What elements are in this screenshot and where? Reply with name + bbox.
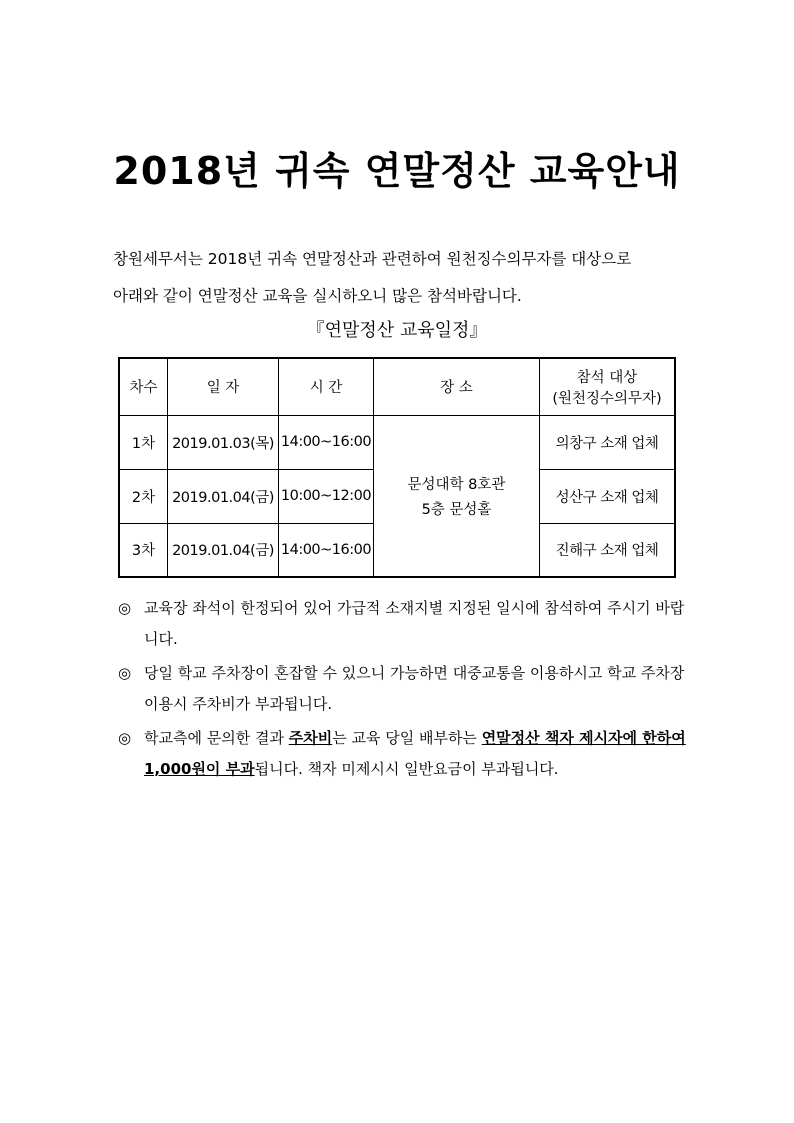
table-row xyxy=(119,415,675,469)
intro-line-1: 창원세무서는 2018년 귀속 연말정산과 관련하여 원천징수의무자를 대상으로 xyxy=(113,250,632,268)
cell-round: 1차 xyxy=(119,415,168,469)
page-title: 2018년 귀속 연말정산 교육안내 xyxy=(113,149,681,193)
cell-date: 2019.01.04(금) xyxy=(168,523,279,577)
header-target-line-1: 참석 대상 xyxy=(576,369,638,386)
note-item xyxy=(118,723,688,785)
schedule-table xyxy=(118,357,676,578)
note-item xyxy=(118,658,688,720)
cell-target: 성산구 소재 업체 xyxy=(540,469,676,523)
double-circle-icon: ◎ xyxy=(118,729,132,747)
header-target-line-2: (원천징수의무자) xyxy=(552,390,662,407)
cell-time: 14:00~16:00 xyxy=(279,415,374,469)
schedule-title: 『연말정산 교육일정』 xyxy=(306,320,488,341)
note-emphasis: 연말정산 책자 제시자에 한하여 xyxy=(481,729,686,747)
note-text: 당일 학교 주차장이 혼잡할 수 있으니 가능하면 대중교통을 이용하시고 학교 주차장 이용시 주차비가 부과됩니다. xyxy=(144,664,685,713)
cell-time: 14:00~16:00 xyxy=(279,523,374,577)
place-line-2: 5층 문성홀 xyxy=(421,501,492,518)
intro-line-2: 아래와 같이 연말정산 교육을 실시하오니 많은 참석바랍니다. xyxy=(113,287,522,305)
note-text xyxy=(144,723,688,785)
note-emphasis: 1,000원이 부과 xyxy=(144,760,255,778)
note-text-part: 됩니다. 책자 미제시시 일반요금이 부과됩니다. xyxy=(254,760,559,778)
cell-round: 3차 xyxy=(119,523,168,577)
double-circle-icon: ◎ xyxy=(118,664,132,682)
header-time: 시 간 xyxy=(279,358,374,415)
cell-place xyxy=(374,415,540,577)
note-text: 교육장 좌석이 한정되어 있어 가급적 소재지별 지정된 일시에 참석하여 주시기 바랍니다. xyxy=(144,599,685,648)
note-text-part: 는 교육 당일 배부하는 xyxy=(332,729,482,747)
cell-round: 2차 xyxy=(119,469,168,523)
cell-date: 2019.01.03(목) xyxy=(168,415,279,469)
double-circle-icon: ◎ xyxy=(118,599,132,617)
table-header-row xyxy=(119,358,675,415)
notes-list xyxy=(118,593,688,788)
cell-time: 10:00~12:00 xyxy=(279,469,374,523)
note-item xyxy=(118,593,688,655)
cell-target: 진해구 소재 업체 xyxy=(540,523,676,577)
header-date: 일 자 xyxy=(168,358,279,415)
cell-target: 의창구 소재 업체 xyxy=(540,415,676,469)
header-target xyxy=(540,358,676,415)
place-line-1: 문성대학 8호관 xyxy=(407,476,506,493)
header-round: 차수 xyxy=(119,358,168,415)
note-text-part: 학교측에 문의한 결과 xyxy=(144,729,289,747)
cell-date: 2019.01.04(금) xyxy=(168,469,279,523)
note-emphasis: 주차비 xyxy=(288,729,333,747)
header-place: 장 소 xyxy=(374,358,540,415)
